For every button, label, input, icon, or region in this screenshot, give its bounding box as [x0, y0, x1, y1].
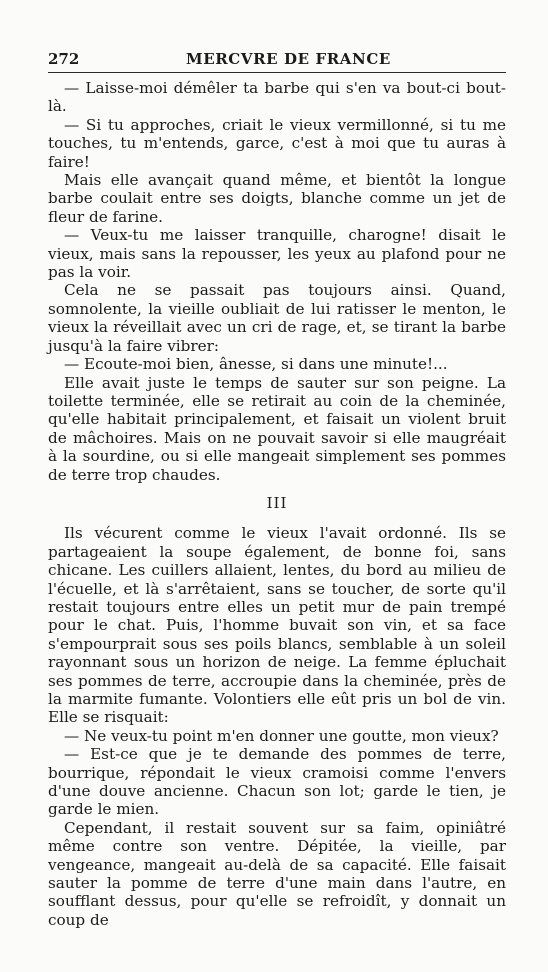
paragraph: — Ne veux-tu point m'en donner une goutte, mon vieux?	[64, 726, 499, 745]
book-page	[48, 46, 506, 956]
page-number: 272	[48, 50, 80, 68]
paragraph: Ils vécurent comme le vieux l'avait ordonné. Ils se partageaient la soupe également, de bonne foi, sans chicane. Les cuillers allaient, lentes, du bord au milieu de l'écuelle, et là s'arrêtaient, sans se toucher, de sorte qu'il restait toujours entre elles un petit mur de pain trempé pour le chat. Puis, l'homme buvait son vin, et sa face s'empourprait sous ses poils blancs, semblable à un soleil rayonnant sous un horizon de neige. La femme épluchait ses pommes de terre, accroupie dans la cheminée, près de la marmite fumante. Volontiers elle eût pris un bol de vin. Elle se risquait:	[48, 524, 506, 727]
paragraph: Cependant, il restait souvent sur sa faim, opiniâtré même contre son ventre. Dépitée, la vieille, par vengeance, mangeait au-delà de sa capacité. Elle faisait sauter la pomme de terre d'une main dans l'autre, en soufflant dessus, pour qu'elle se refroidît, y donnait un coup de	[48, 818, 506, 929]
paragraph: — Est-ce que je te demande des pommes de terre, bourrique, répondait le vieux cramoisi comme l'envers d'une douve ancienne. Chacun son lot; garde le tien, je garde le mien.	[48, 745, 506, 819]
paragraph: Elle avait juste le temps de sauter sur son peigne. La toilette terminée, elle se retirait au coin de la cheminée, qu'elle habitait principalement, et faisait un violent bruit de mâchoires. Mais on ne pouvait savoir si elle maugréait à la sourdine, ou si elle mangeait simplement ses pommes de terre trop chaudes.	[48, 373, 506, 484]
paragraph: Mais elle avançait quand même, et bientôt la longue barbe coulait entre ses doigts, blanche comme un jet de fleur de farine.	[48, 171, 506, 226]
running-header	[48, 46, 506, 73]
body-text	[48, 79, 506, 929]
journal-title: MERCVRE DE FRANCE	[186, 50, 391, 68]
section-heading: III	[266, 493, 288, 512]
paragraph: Cela ne se passait pas toujours ainsi. Quand, somnolente, la vieille oubliait de lui ratisser le menton, le vieux la réveillait avec un cri de rage, et, se tirant la barbe jusqu'à la faire vibrer:	[48, 281, 506, 355]
paragraph: — Si tu approches, criait le vieux vermillonné, si tu me touches, tu m'entends, garce, c'est à moi que tu auras à faire!	[48, 115, 506, 171]
paragraph: — Laisse-moi démêler ta barbe qui s'en va bout-ci bout-là.	[48, 79, 506, 116]
paragraph: — Ecoute-moi bien, ânesse, si dans une minute!...	[64, 355, 448, 374]
paragraph: — Veux-tu me laisser tranquille, charogne! disait le vieux, mais sans la repousser, les yeux au plafond pour ne pas la voir.	[48, 226, 506, 282]
